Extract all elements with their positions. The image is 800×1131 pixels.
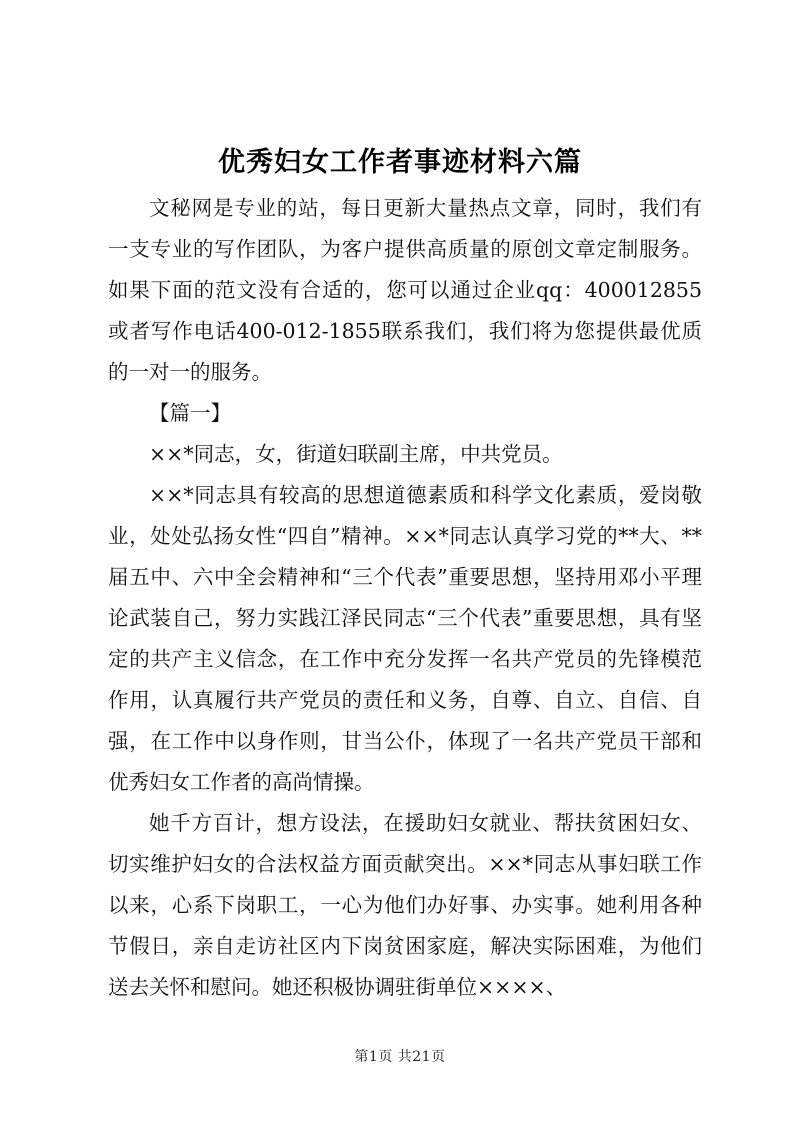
document-title: 优秀妇女工作者事迹材料六篇 xyxy=(218,147,582,178)
body-paragraph: ××*同志具有较高的思想道德素质和科学文化素质，爱岗敬业，处处弘扬女性“四自”精神。××*同志认真学习党的**大、**届五中、六中全会精神和“三个代表”重要思想，坚持用邓小平理论武装自己，努力实践江泽民同志“三个代表”重要思想，具有坚定的共产主义信念，在工作中充分发挥一名共产党员的先锋模范作用，认真履行共产党员的责任和义务，自尊、自立、自信、自强，在工作中以身作则，甘当公仆，体现了一名共产党员干部和优秀妇女工作者的高尚情操。 xyxy=(108,483,702,794)
body-paragraph: ××*同志，女，街道妇联副主席，中共党员。 xyxy=(149,442,563,466)
page-footer: 第1页 共21页 xyxy=(354,1049,446,1065)
body-paragraph: 她千方百计，想方设法，在援助妇女就业、帮扶贫困妇女、切实维护妇女的合法权益方面贡献突出。××*同志从事妇联工作以来，心系下岗职工，一心为他们办好事、办实事。她利用各种节假日，亲自走访社区内下岗贫困家庭，解决实际困难，为他们送去关怀和慰问。她还积极协调驻街单位××××、 xyxy=(108,811,702,999)
document-body xyxy=(108,188,702,1008)
section-heading: 【篇一】 xyxy=(149,401,231,425)
intro-paragraph: 文秘网是专业的站，每日更新大量热点文章，同时，我们有一支专业的写作团队，为客户提供高质量的原创文章定制服务。如果下面的范文没有合适的，您可以通过企业qq：400012855或者写作电话400-012-1855联系我们，我们将为您提供最优质的一对一的服务。 xyxy=(108,196,702,384)
